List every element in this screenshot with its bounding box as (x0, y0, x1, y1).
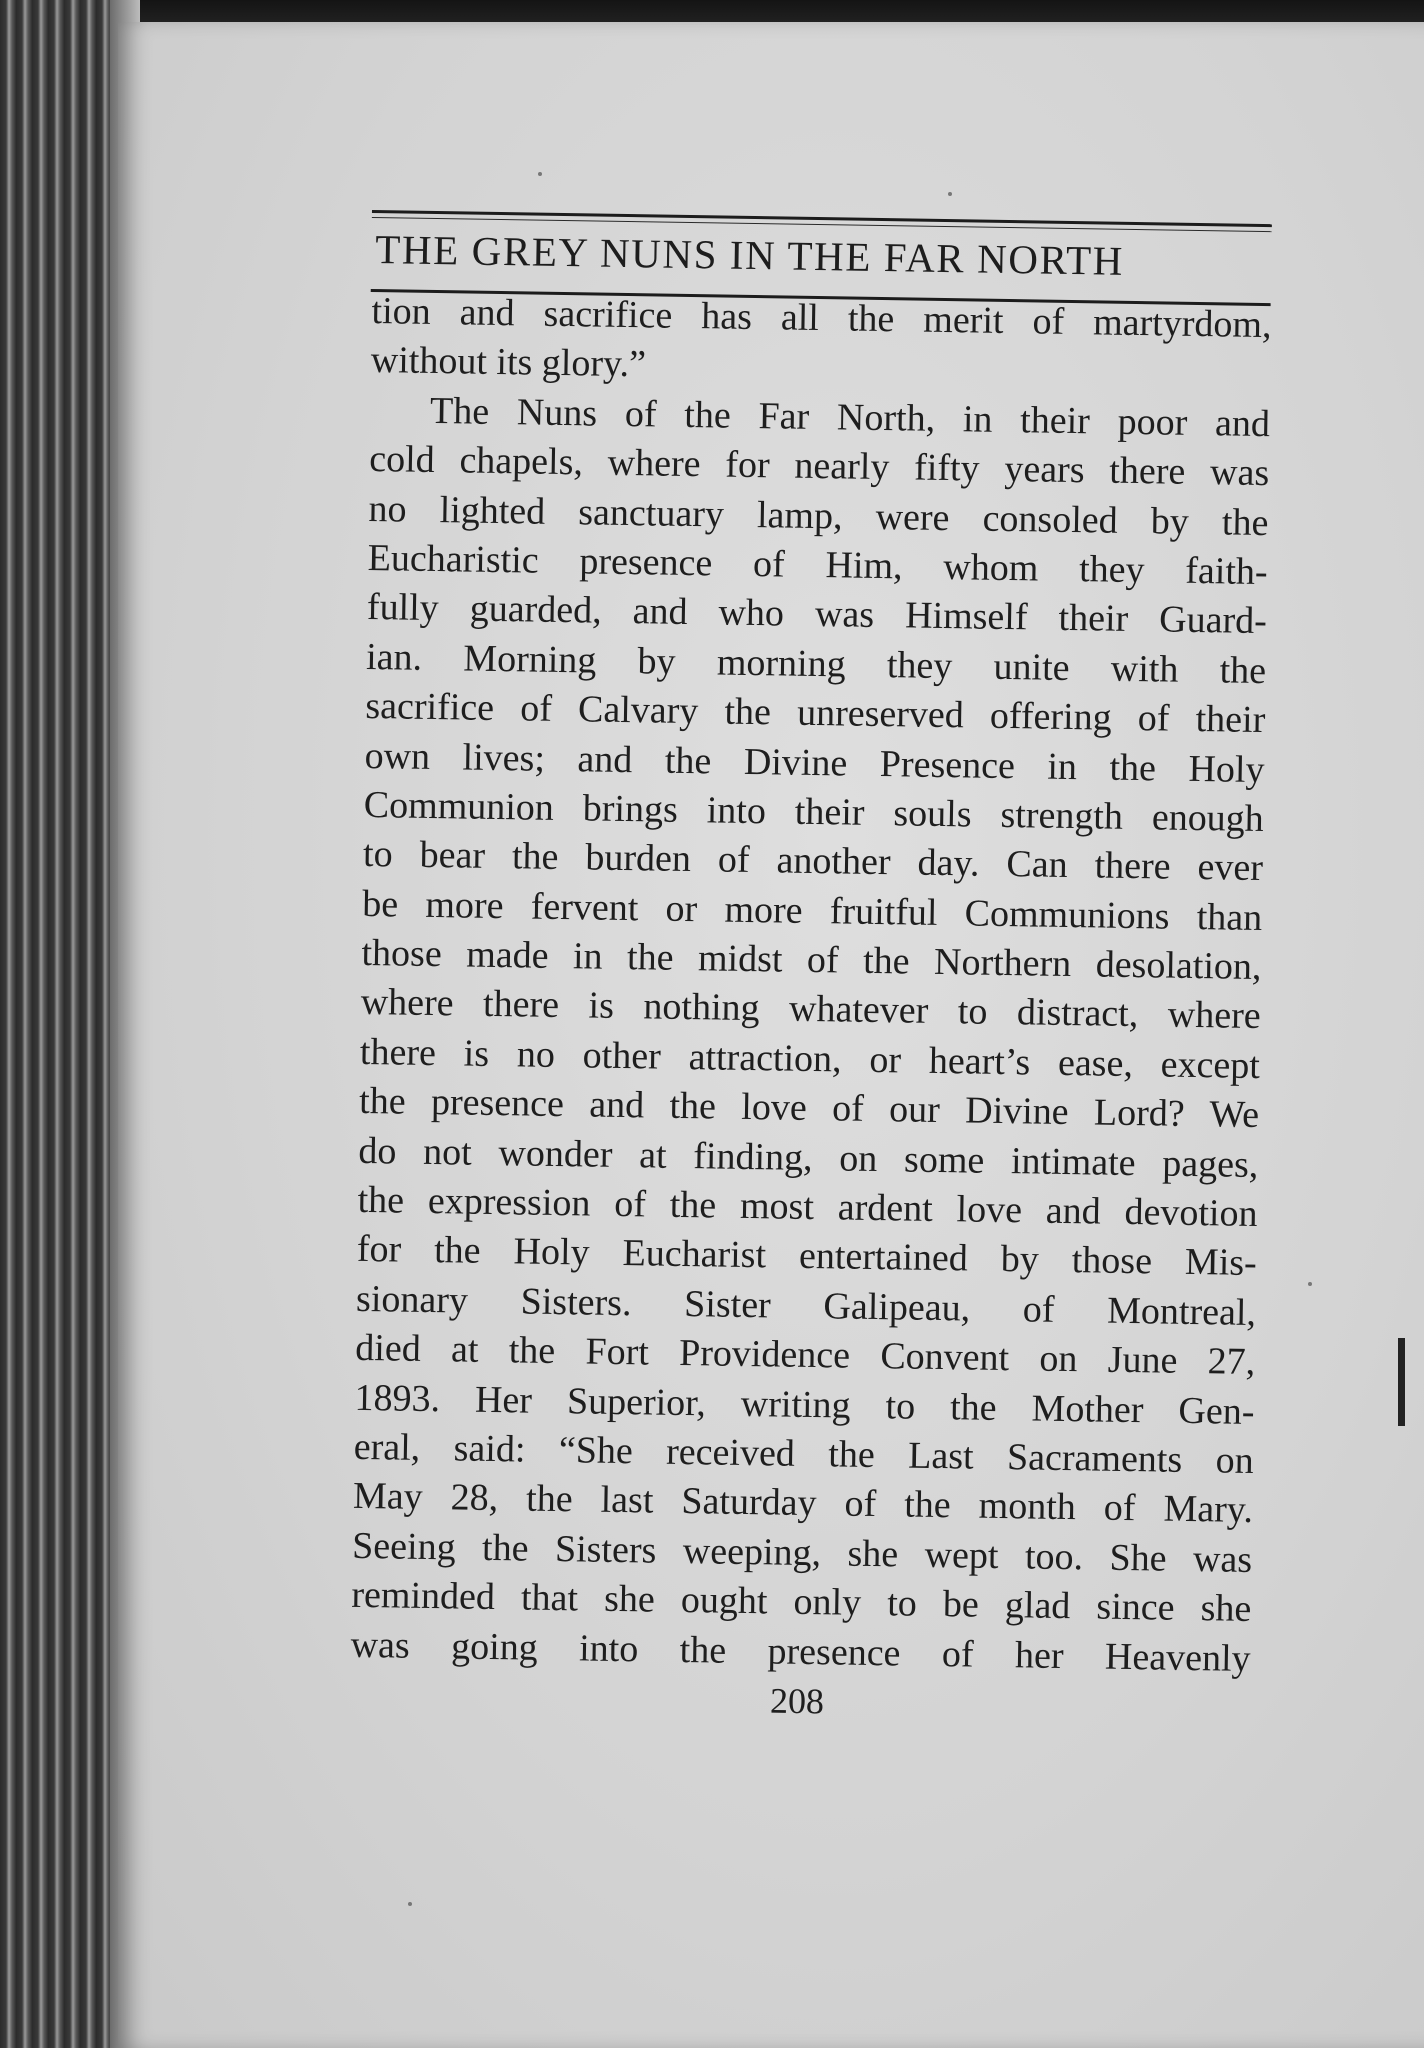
paragraph (350, 386, 1270, 1684)
text-line: fully guarded, and who was Himself their Guard- (366, 586, 1268, 643)
dust-speck (408, 1902, 412, 1906)
text-line: eral, said: “She received the Last Sacraments on (353, 1425, 1254, 1482)
text-line: sacrifice of Calvary the unreserved offering of their (365, 685, 1266, 742)
text-line: 1893. Her Superior, writing to the Mother Gen- (354, 1376, 1255, 1433)
dust-speck (1308, 1282, 1312, 1286)
text-line: May 28, the last Saturday of the month of Mary. (352, 1475, 1254, 1532)
text-line: died at the Fort Providence Convent on June 27, (355, 1327, 1256, 1384)
paragraph (370, 287, 1271, 400)
text-line: sionary Sisters. Sister Galipeau, of Montreal, (355, 1277, 1257, 1334)
body-text (350, 287, 1272, 1684)
text-line: for the Holy Eucharist entertained by those Mis- (356, 1228, 1258, 1285)
text-line: to bear the burden of another day. Can there ever (362, 833, 1264, 890)
text-line: reminded that she ought only to be glad since she (351, 1573, 1252, 1631)
page-edge-mark (1398, 1338, 1405, 1426)
text-line: where there is nothing whatever to distract, where (360, 981, 1261, 1038)
text-line: the expression of the most ardent love and devotion (357, 1178, 1258, 1236)
text-line: Communion brings into their souls strength enough (363, 783, 1265, 840)
text-line: own lives; and the Divine Presence in the Holy (364, 734, 1265, 791)
text-line: no lighted sanctuary lamp, were consoled by the (368, 487, 1269, 544)
text-line: was going into the presence of her Heavenly (350, 1623, 1251, 1680)
text-line: Seeing the Sisters weeping, she wept too. She was (351, 1524, 1253, 1581)
text-line: cold chapels, where for nearly fifty years there was (368, 438, 1270, 495)
text-line: do not wonder at finding, on some intimate pages, (358, 1129, 1259, 1186)
text-line: Eucharistic presence of Him, whom they faith- (367, 536, 1268, 594)
text-line: there is no other attraction, or heart’s ease, except (359, 1030, 1261, 1087)
text-line: those made in the midst of the Northern desolation, (361, 931, 1262, 989)
text-line: ian. Morning by morning they unite with the (365, 635, 1267, 692)
text-line: The Nuns of the Far North, in their poor and (429, 389, 1271, 445)
running-head-title: THE GREY NUNS IN THE FAR NORTH (375, 226, 1125, 284)
text-line: be more fervent or more fruitful Communions than (361, 882, 1263, 939)
page-number: 208 (769, 1680, 825, 1722)
dust-speck (948, 192, 952, 196)
text-line: tion and sacrifice has all the merit of martyrdom, (371, 289, 1272, 347)
dust-speck (538, 172, 542, 176)
text-line: the presence and the love of our Divine Lord? We (358, 1080, 1260, 1137)
text-line: without its glory.” (370, 339, 647, 386)
